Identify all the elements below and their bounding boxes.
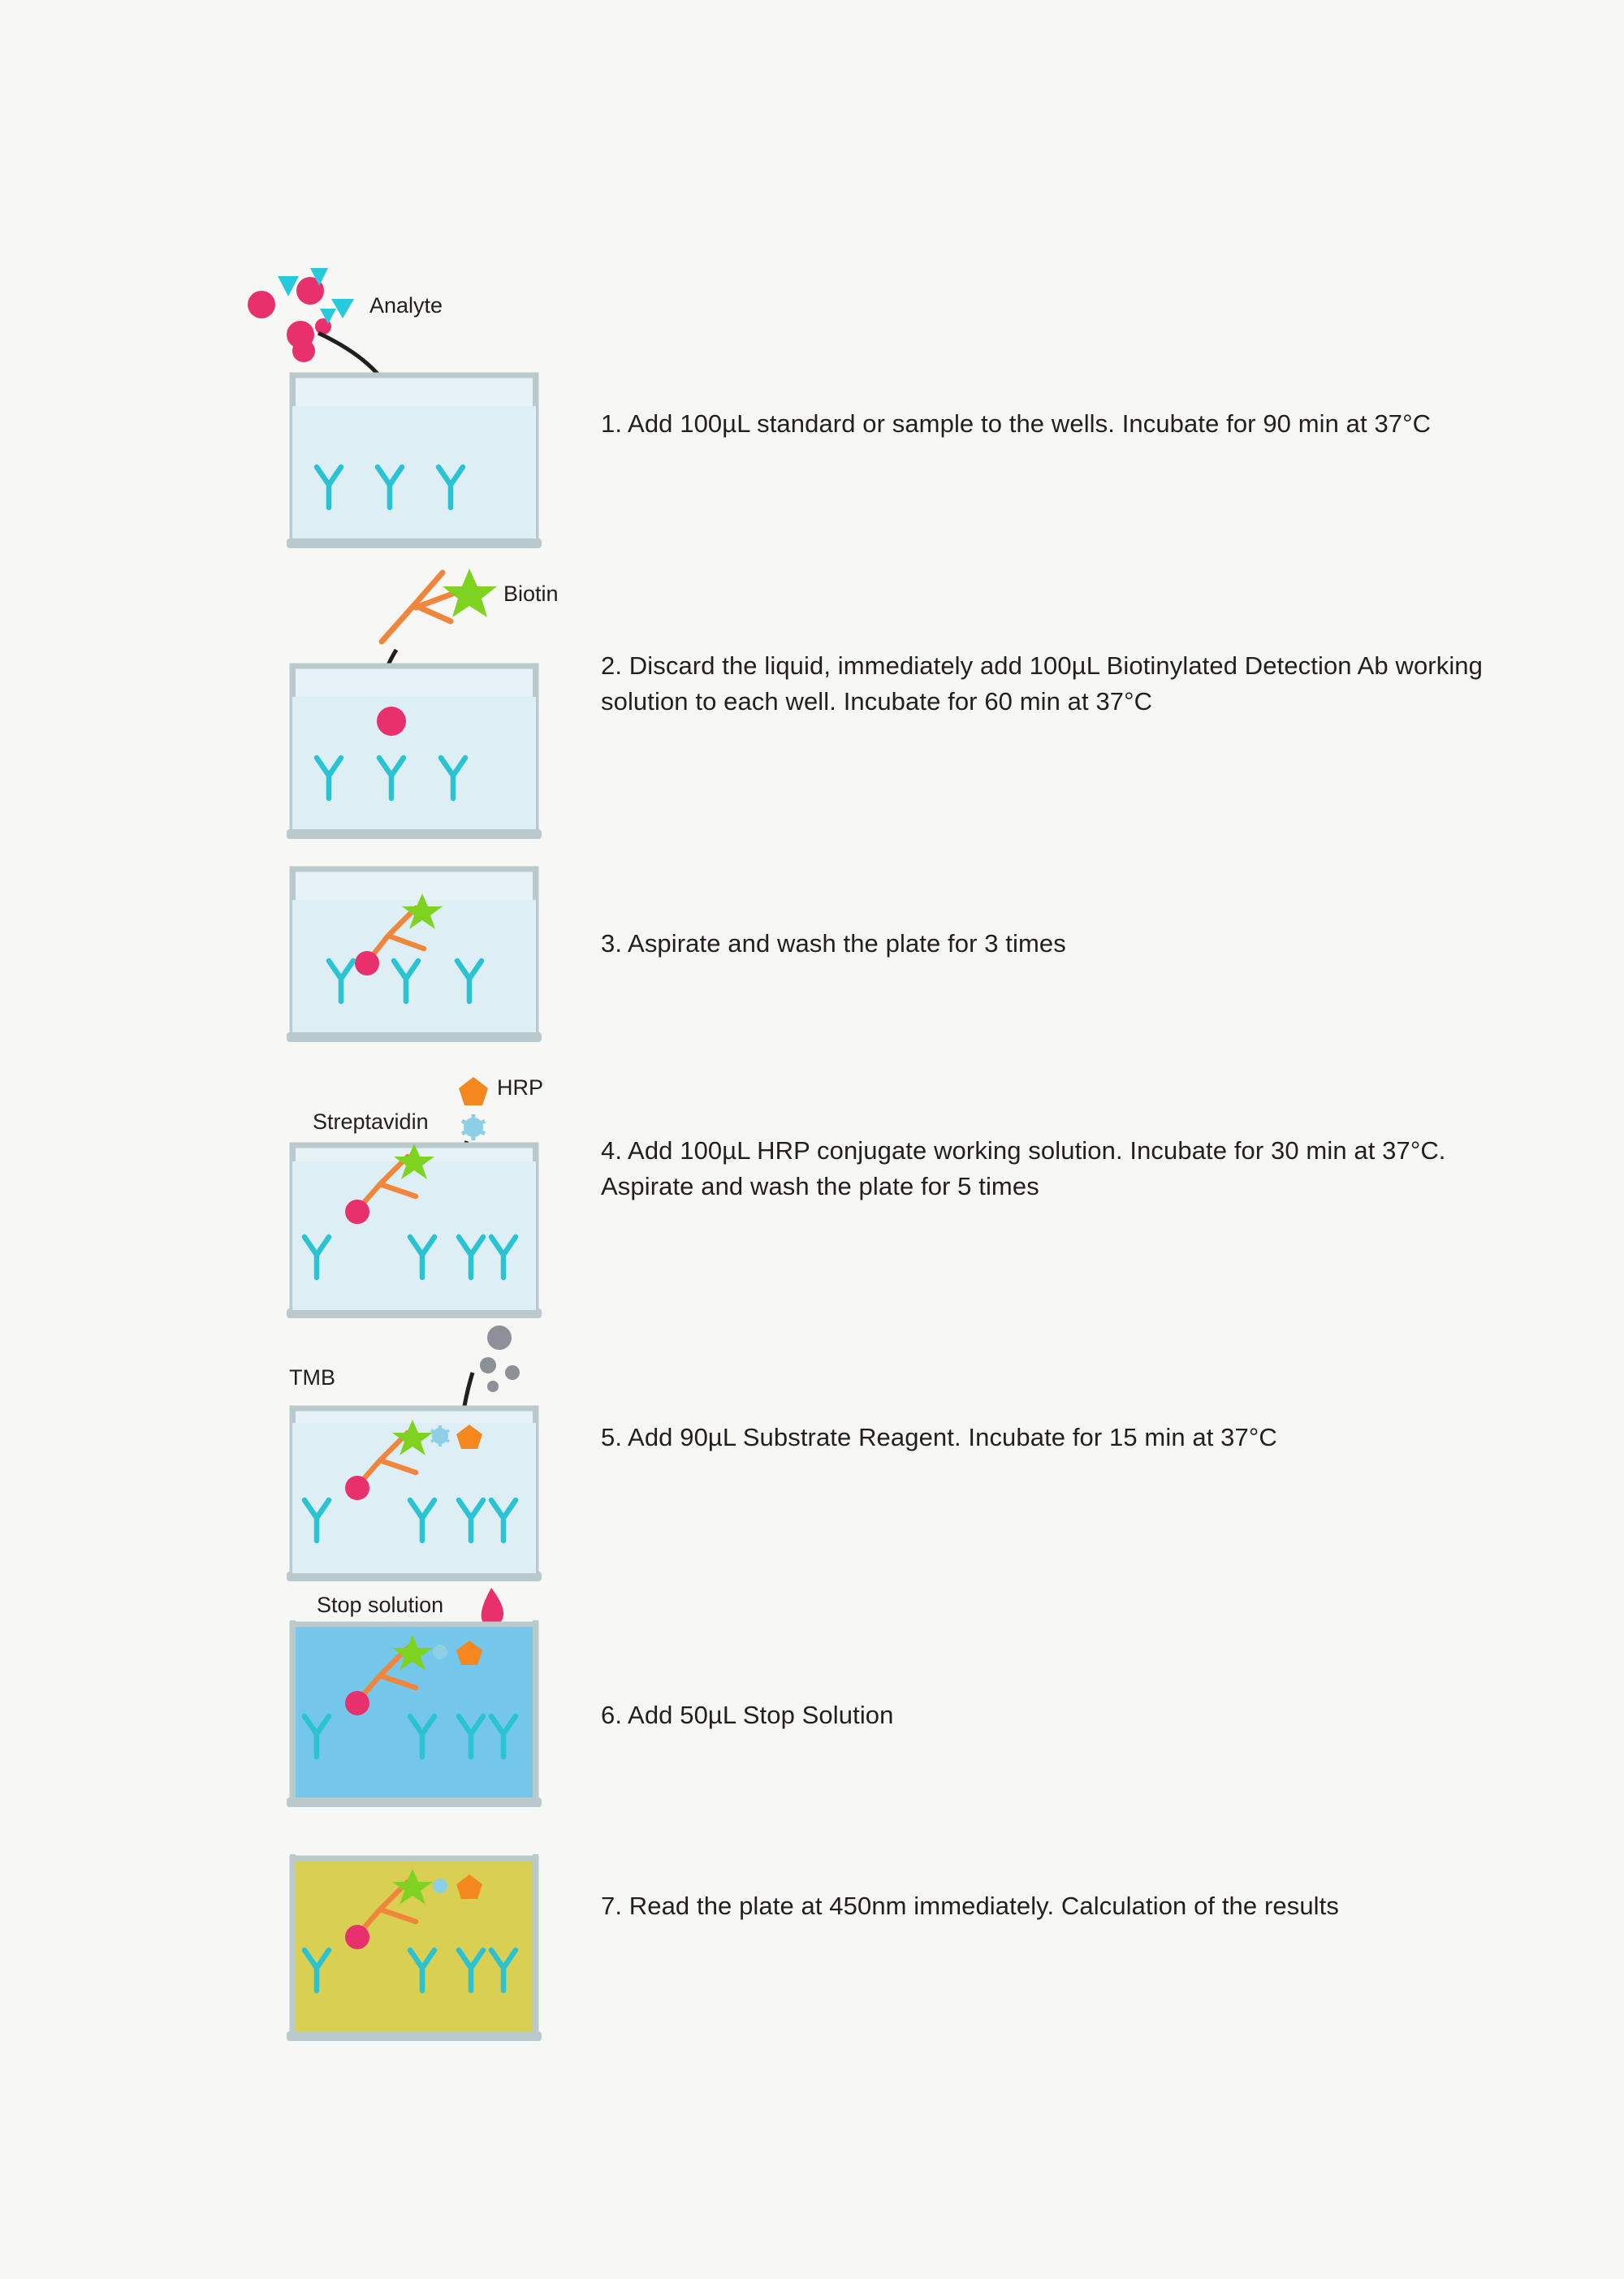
step-row-4: [276, 1133, 1543, 1204]
label-tmb: TMB: [289, 1365, 335, 1390]
microplate-well-7: [287, 1854, 542, 2041]
label-stop-solution: Stop solution: [317, 1593, 444, 1617]
step-row-2: [276, 648, 1543, 720]
step-row-7: [276, 1888, 1543, 1924]
label-hrp: HRP: [497, 1075, 544, 1100]
step-3-text: 3. Aspirate and wash the plate for 3 times: [601, 929, 1066, 958]
step-1-text: 1. Add 100µL standard or sample to the wells. Incubate for 90 min at 37°C: [601, 409, 1432, 438]
microplate-well-1: [287, 375, 542, 548]
step-7-text: 7. Read the plate at 450nm immediately. Calculation of the results: [601, 1892, 1339, 1920]
step-row-3: [276, 926, 1543, 962]
step-2-text: 2. Discard the liquid, immediately add 100µL Biotinylated Detection Ab working solution to each well. Incubate for 60 min at 37°C: [601, 651, 1483, 716]
step-5-text: 5. Add 90µL Substrate Reagent. Incubate for 15 min at 37°C: [601, 1423, 1277, 1451]
step-4-text: 4. Add 100µL HRP conjugate working solution. Incubate for 30 min at 37°C. Aspirate and wash the plate for 5 times: [601, 1136, 1446, 1201]
label-biotin-step2: Biotin: [503, 582, 559, 606]
label-analyte: Analyte: [369, 293, 443, 318]
step-row-5: [276, 1420, 1543, 1455]
step-7-illustration: [287, 1854, 542, 2041]
label-streptavidin: Streptavidin: [313, 1109, 429, 1134]
step-6-text: 6. Add 50µL Stop Solution: [601, 1701, 894, 1729]
step-row-6: [276, 1697, 1543, 1733]
step-row-1: [276, 406, 1543, 442]
